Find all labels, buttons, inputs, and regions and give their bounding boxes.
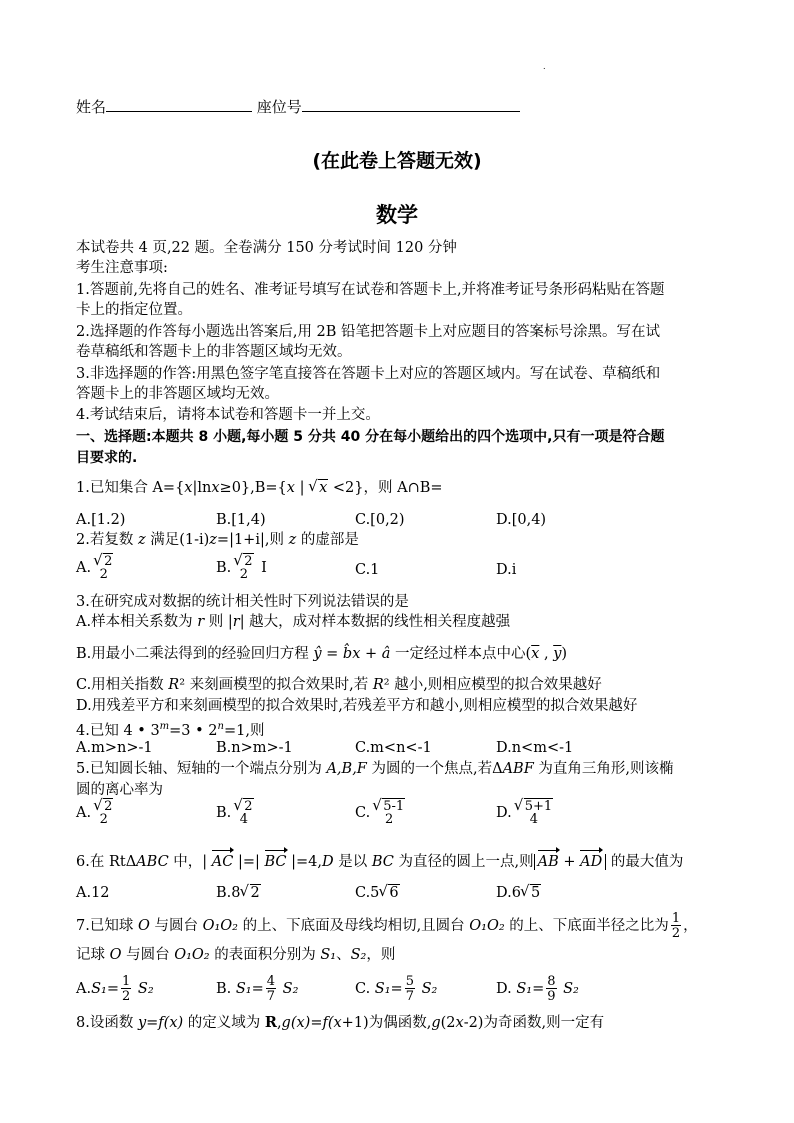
q6-option-c[interactable]: C.5 √ 6 — [355, 883, 400, 903]
q2-option-c[interactable]: C.1 — [355, 562, 380, 578]
question-5-stem-a: 5.已知圆长轴、短轴的一个端点分别为 A,B,F 为圆的一个焦点,若ΔABF 为直角三角形,则该椭 — [76, 761, 674, 777]
q3-option-d[interactable]: D.用残差平方和来刻画模型的拟合效果时,若残差平方和越小,则相应模型的拟合效果越好 — [76, 698, 638, 714]
q5-option-b[interactable]: B. √ 2 4 — [216, 800, 257, 826]
q4-option-d[interactable]: D.n<m<-1 — [496, 740, 574, 756]
question-2-stem: 2.若复数 z 满足(1-i)z=|1+i|,则 z 的虚部是 — [76, 532, 359, 548]
q1-option-b[interactable]: B.[1,4) — [216, 512, 266, 528]
q2-option-a[interactable]: A. √ 2 2 — [76, 555, 116, 581]
intro-item-1a: 1.答题前,先将自己的姓名、准考证号填写在试卷和答题卡上,并将准考证号条形码粘贴在答题 — [76, 282, 665, 298]
q5-option-c[interactable]: C. √ 5-1 2 — [355, 800, 408, 826]
intro-item-2b: 卷草稿纸和答题卡上的非答题区域均无效。 — [76, 344, 352, 360]
seat-label: 座位号 — [256, 98, 302, 116]
q7-option-c[interactable]: C. S₁= $\frac{5}{7}$ S₂ — [355, 974, 438, 1004]
question-6-stem: 6.在 RtΔABC 中，| AC |=| BC |=4,D 是以 BC 为直径的圆上一点,则 AB + AD 的最大值为 — [76, 854, 684, 870]
intro-item-4: 4.考试结束后，请将本试卷和答题卡一并上交。 — [76, 407, 380, 423]
intro-line-1: 本试卷共 4 页,22 题。全卷满分 150 分考试时间 120 分钟 — [76, 240, 457, 256]
q3-option-c[interactable]: C.用相关指数 R² 来刻画模型的拟合效果时,若 R² 越小,则相应模型的拟合效果越好 — [76, 677, 602, 693]
intro-item-2a: 2.选择题的作答每小题选出答案后,用 2B 铅笔把答题卡上对应题目的答案标号涂黑。写在试 — [76, 324, 661, 340]
intro-line-2: 考生注意事项: — [76, 260, 168, 276]
q6-option-b[interactable]: B.8 √ 2 — [216, 883, 261, 903]
q3-option-b[interactable]: B.用最小二乘法得到的经验回归方程 ŷ = b̂x + â 一定经过样本点中心($\overline{x}$ , $\overline{y}$) — [76, 646, 568, 662]
q7-option-d[interactable]: D. S₁= $\frac{8}{9}$ S₂ — [496, 974, 579, 1004]
q6-option-a[interactable]: A.12 — [76, 885, 110, 901]
q7-option-b[interactable]: B. S₁= $\frac{4}{7}$ S₂ — [216, 974, 299, 1004]
q1-option-c[interactable]: C.[0,2) — [355, 512, 405, 528]
q2-option-d[interactable]: D.i — [496, 562, 517, 578]
question-7-stem-b: 记球 O 与圆台 O₁O₂ 的表面积分别为 S₁、S₂，则 — [76, 947, 396, 963]
question-8-stem: 8.设函数 y=f(x) 的定义域为 R,g(x)=f(x+1)为偶函数,g(2x-2)为奇函数,则一定有 — [76, 1014, 605, 1031]
q2-option-b[interactable]: B. √ 2 2 I — [216, 555, 267, 581]
q7-option-a[interactable]: A.S₁= $\frac{1}{2}$ S₂ — [76, 974, 154, 1004]
q1-option-a[interactable]: A.[1.2) — [76, 512, 126, 528]
page-title: 数学 — [376, 203, 418, 227]
question-1-stem: 1.已知集合 A={x|lnx≥0},B={x | √ x <2}，则 A∩B= — [76, 478, 443, 498]
question-7-stem-a: 7.已知球 O 与圆台 O₁O₂ 的上、下底面及母线均相切,且圆台 O₁O₂ 的上、下底面半径之比为 $\frac{1}{2}$ ， — [76, 911, 698, 941]
q4-option-b[interactable]: B.n>m>-1 — [216, 740, 293, 756]
q5-option-d[interactable]: D. √ 5+1 4 — [496, 800, 556, 826]
sqrt-x: √ x — [309, 478, 328, 498]
question-4-stem: 4.已知 4 • $3^m=3$ • $2^n=1$,则 — [76, 721, 265, 739]
q5-option-a[interactable]: A. √ 2 2 — [76, 800, 116, 826]
q1-option-d[interactable]: D.[0,4) — [496, 512, 547, 528]
question-3-stem: 3.在研究成对数据的统计相关性时下列说法错误的是 — [76, 594, 409, 610]
corner-dot: . — [543, 62, 546, 71]
question-5-stem-b: 圆的离心率为 — [76, 782, 163, 798]
intro-item-3b: 答题卡上的非答题区域均无效。 — [76, 386, 279, 402]
section-1-heading-b: 目要求的. — [76, 450, 138, 466]
intro-item-3a: 3.非选择题的作答:用黑色签字笔直接答在答题卡上对应的答题区域内。写在试卷、草稿纸和 — [76, 366, 661, 382]
q6-option-d[interactable]: D.6 √ 5 — [496, 883, 541, 903]
section-1-heading-a: 一、选择题:本题共 8 小题,每小题 5 分共 40 分在每小题给出的四个选项中,只有一项是符合题 — [76, 429, 665, 445]
header-fields — [76, 96, 520, 117]
invalid-notice: (在此卷上答题无效) — [312, 150, 482, 172]
name-label: 姓名 — [76, 98, 107, 116]
seat-blank[interactable] — [302, 97, 520, 112]
q3-option-a[interactable]: A.样本相关系数为 r 则 |r| 越大，成对样本数据的线性相关程度越强 — [76, 614, 511, 630]
q4-option-c[interactable]: C.m<n<-1 — [355, 740, 432, 756]
intro-item-1b: 卡上的指定位置。 — [76, 302, 192, 318]
name-blank[interactable] — [106, 97, 252, 112]
q4-option-a[interactable]: A.m>n>-1 — [76, 740, 153, 756]
